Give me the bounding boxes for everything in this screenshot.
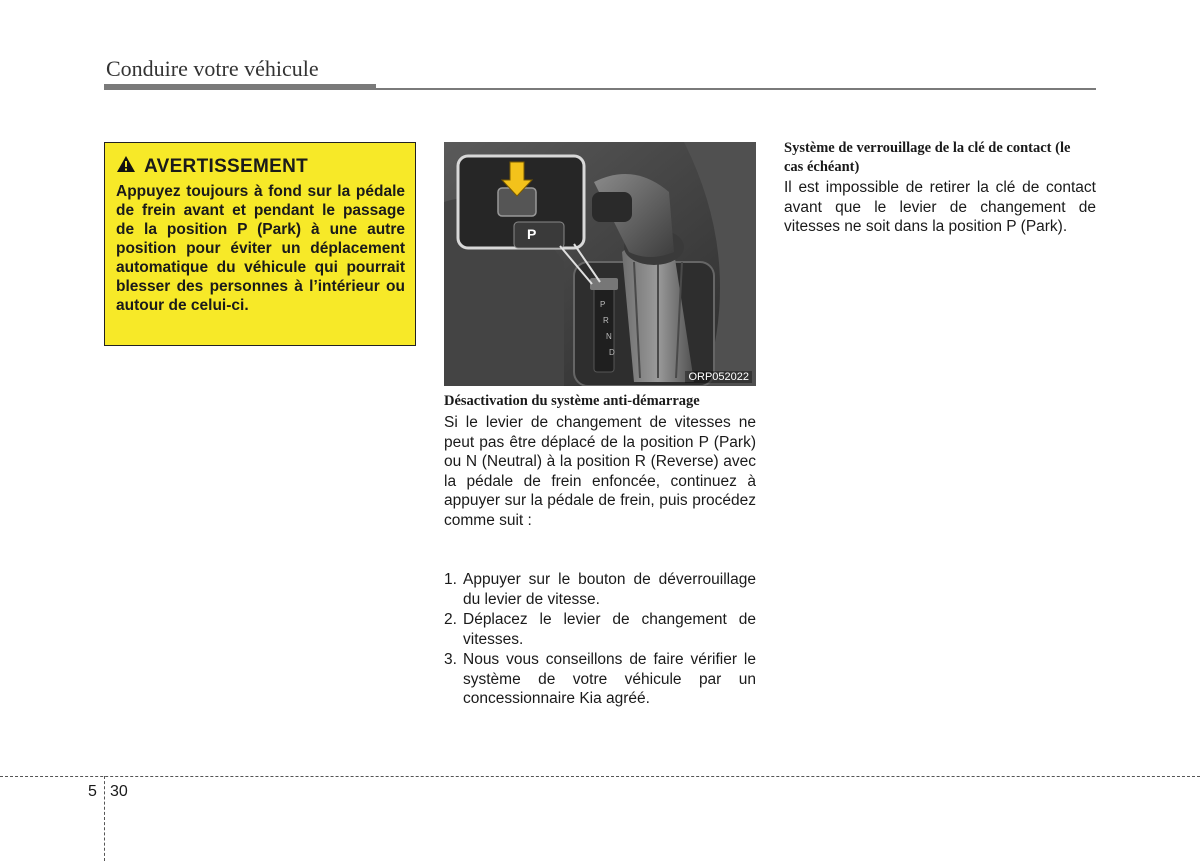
list-item xyxy=(444,610,756,649)
gate-letter-p: P xyxy=(600,300,606,309)
shift-lever-illustration xyxy=(444,142,756,386)
step-text: Déplacez le levier de changement de vitesses. xyxy=(463,611,756,648)
step-number: 2. xyxy=(444,611,457,628)
step-text: Nous vous conseillons de faire vérifier le système de votre véhicule par un concessionnaire Kia agréé. xyxy=(463,651,756,707)
section-number: 5 xyxy=(88,783,97,800)
header-rule-thick xyxy=(104,84,376,90)
gate-letter-r: R xyxy=(603,316,609,325)
figure-code: ORP052022 xyxy=(685,371,752,383)
warning-triangle-icon xyxy=(116,155,136,178)
gate-letter-n: N xyxy=(606,332,612,341)
warning-body: Appuyez toujours à fond sur la pédale de frein avant et pendant le passage de la position P (Park) à une autre position pour éviter un déplacement automatique du véhicule qui pourrait blesser des personnes à l’intérieur ou autour de celui-ci. xyxy=(116,183,405,314)
footer-rule xyxy=(0,776,1200,777)
gate-letter-d: D xyxy=(609,348,615,357)
immobilizer-paragraph: Si le levier de changement de vitesses ne peut pas être déplacé de la position P (Park) ou N (Neutral) à la position R (Reverse) avec la pédale de frein enfoncée, continuez à appuyer sur la pédale de frein, puis procédez comme suit : xyxy=(444,414,756,529)
section-heading-key-interlock: Système de verrouillage de la clé de contact (le cas échéant) xyxy=(784,140,1071,175)
footer-vertical-rule xyxy=(104,776,105,861)
step-number: 3. xyxy=(444,651,457,668)
warning-box xyxy=(104,142,416,346)
step-text: Appuyer sur le bouton de déverrouillage du levier de vitesse. xyxy=(463,571,756,608)
list-item xyxy=(444,650,756,709)
step-number: 1. xyxy=(444,571,457,588)
key-interlock-paragraph: Il est impossible de retirer la clé de contact avant que le levier de changement de vitesses ne soit dans la position P (Park). xyxy=(784,179,1096,235)
warning-title: AVERTISSEMENT xyxy=(144,155,309,177)
page-title: Conduire votre véhicule xyxy=(106,56,319,81)
warning-header xyxy=(116,155,405,178)
page-number: 30 xyxy=(110,783,128,800)
steps-list xyxy=(444,570,756,710)
shift-lever-photo xyxy=(444,142,756,386)
list-item xyxy=(444,570,756,609)
section-heading-immobilizer: Désactivation du système anti-démarrage xyxy=(444,393,700,409)
inset-p-label: P xyxy=(527,226,537,242)
header-rule-thin xyxy=(376,88,1096,90)
